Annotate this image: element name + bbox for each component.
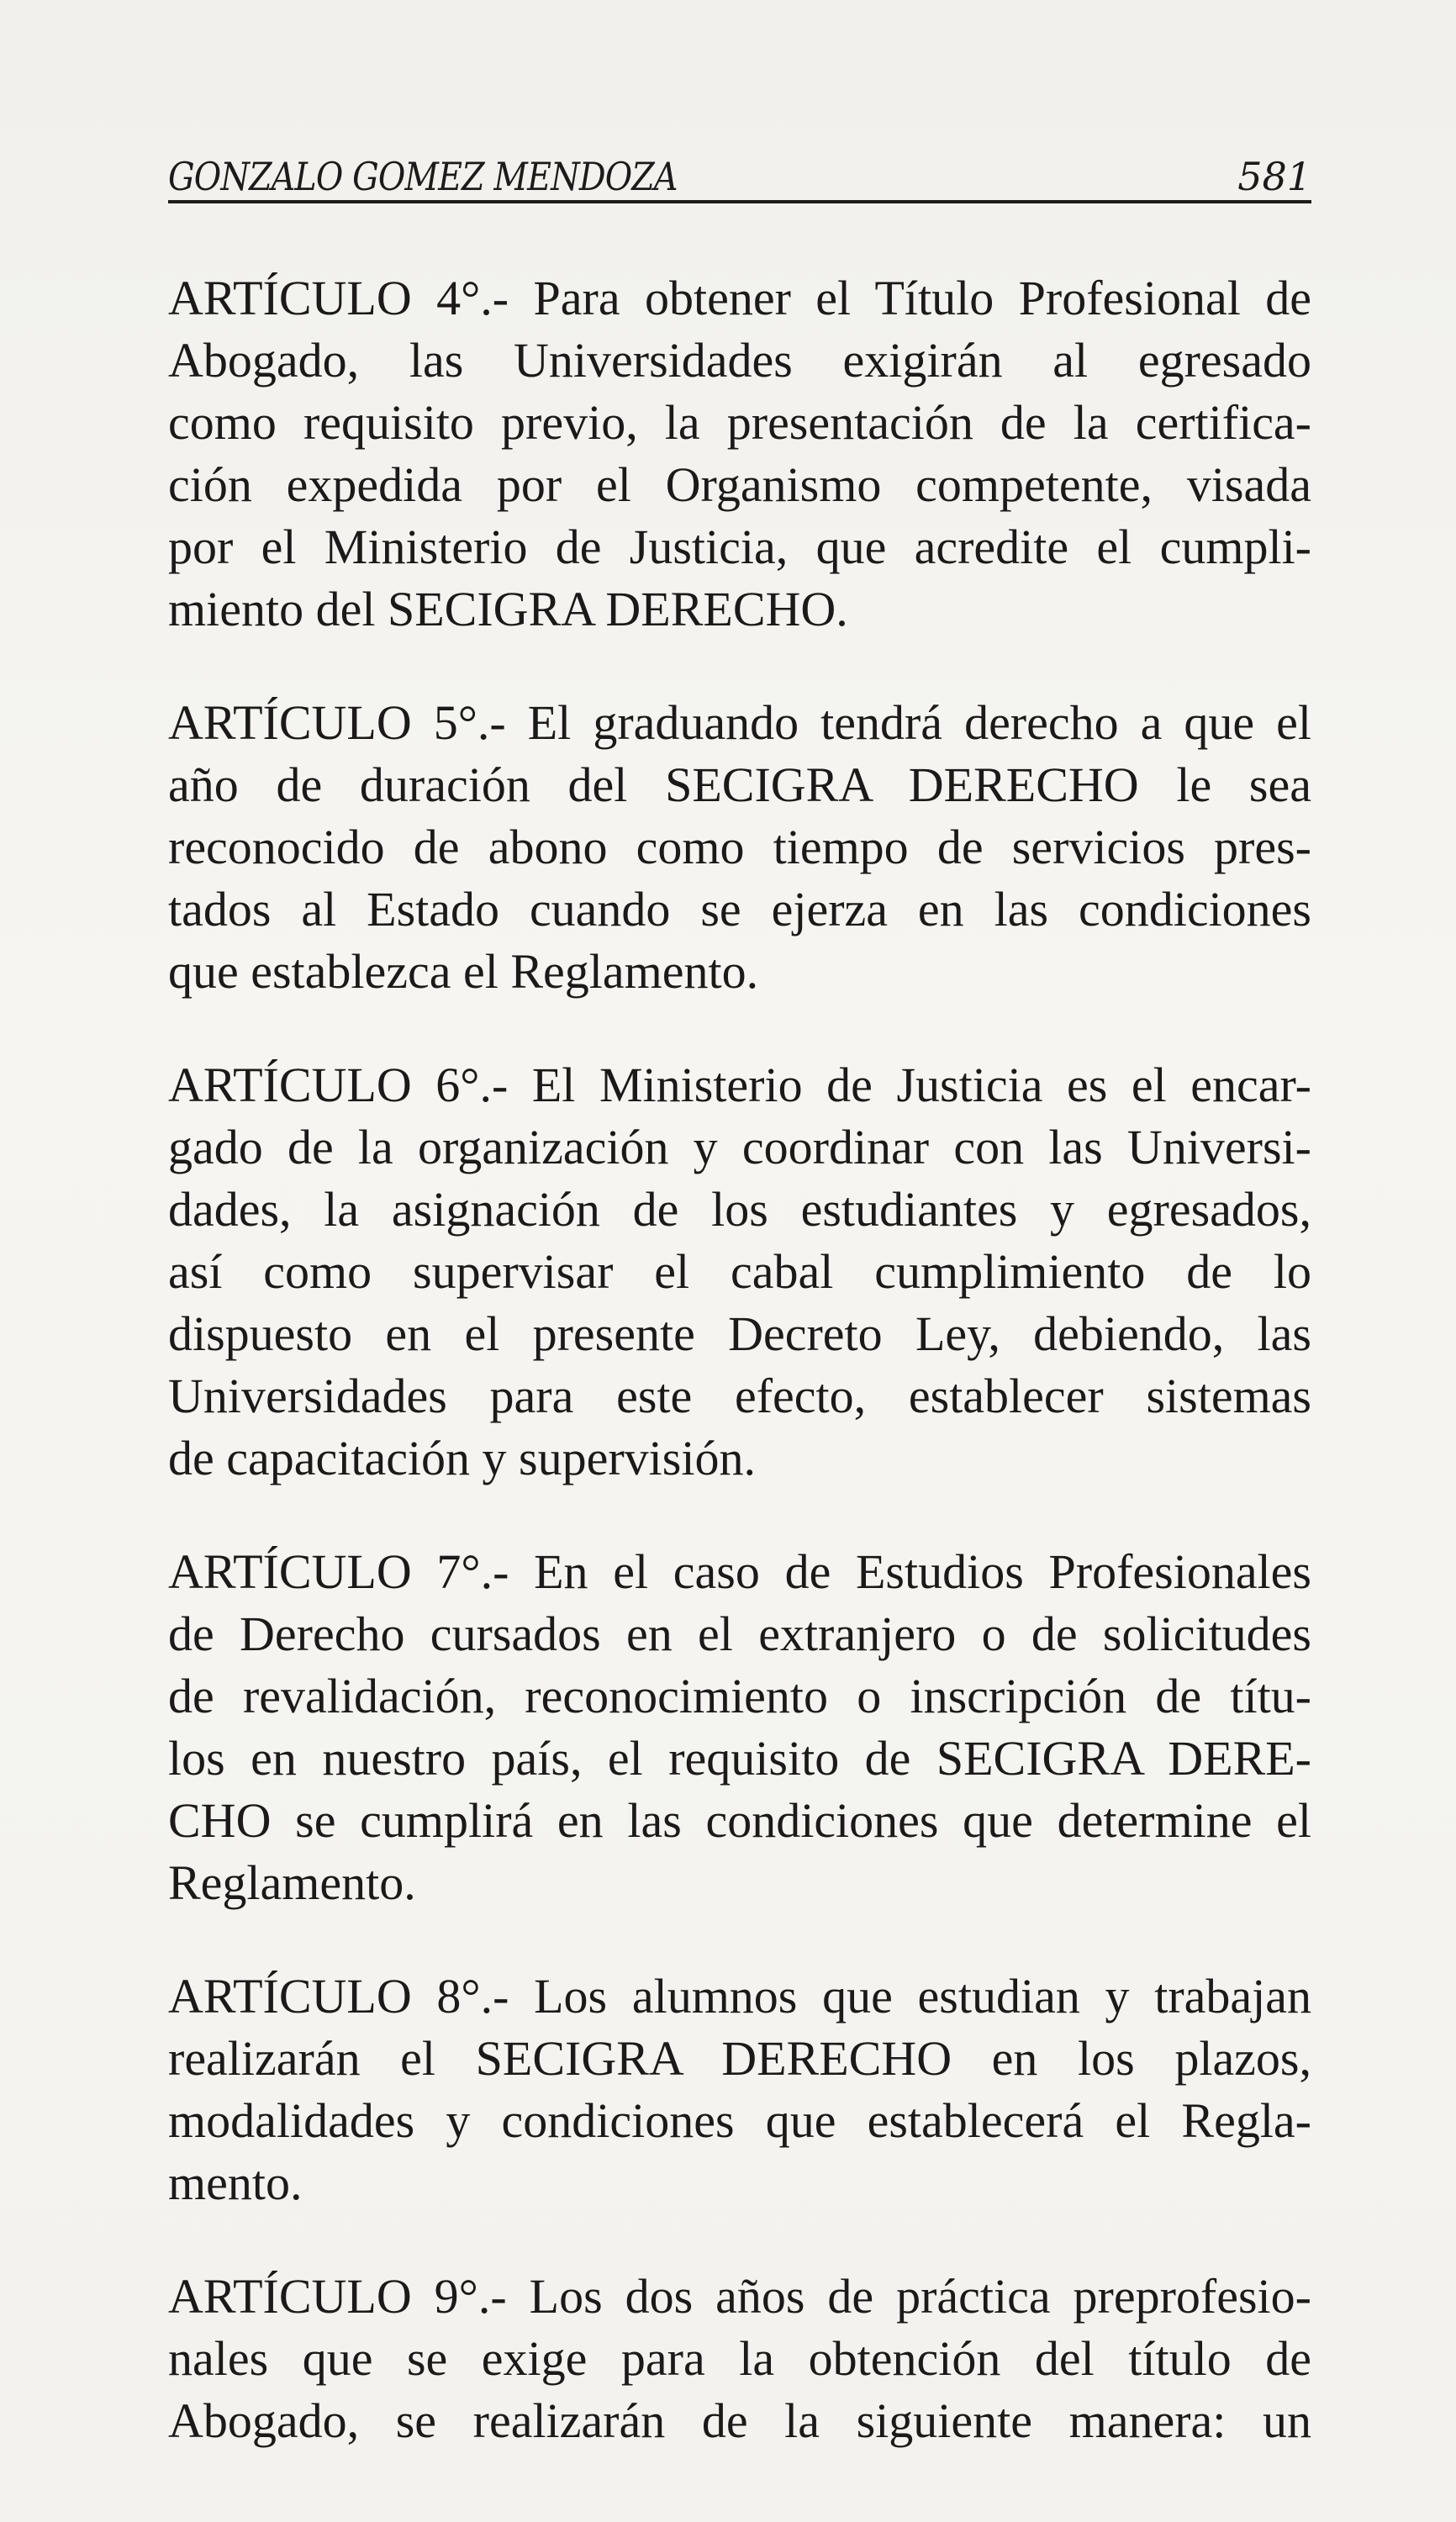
text-line: CHO se cumplirá en las condiciones que determine el: [168, 1793, 1311, 1848]
text-line: ARTÍCULO 6°.- El Ministerio de Justicia es el encar-: [168, 1058, 1311, 1112]
text-line: año de duración del SECIGRA DERECHO le sea: [168, 757, 1311, 812]
text-line: de revalidación, reconocimiento o inscripción de títu-: [168, 1669, 1311, 1723]
text-line: tados al Estado cuando se ejerza en las condiciones: [168, 882, 1311, 937]
running-header-author: GONZALO GOMEZ MENDOZA: [168, 154, 678, 199]
article-8: [168, 1965, 1311, 2214]
text-line: ARTÍCULO 8°.- Los alumnos que estudian y trabajan: [168, 1969, 1311, 2023]
text-line: Abogado, se realizarán de la siguiente manera: un: [168, 2393, 1311, 2448]
body-text: [168, 267, 1311, 2504]
text-line: mento.: [168, 2155, 303, 2210]
text-line: ARTÍCULO 5°.- El graduando tendrá derecho a que el: [168, 695, 1311, 750]
running-header: [168, 139, 1311, 206]
text-line: de Derecho cursados en el extranjero o de solicitudes: [168, 1607, 1311, 1661]
text-line: dades, la asignación de los estudiantes y egresados,: [168, 1182, 1311, 1237]
text-line: que establezca el Reglamento.: [168, 944, 759, 999]
text-line: miento del SECIGRA DERECHO.: [168, 582, 848, 636]
text-line: reconocido de abono como tiempo de servicios pres-: [168, 820, 1311, 874]
article-7: [168, 1541, 1311, 1914]
text-line: realizarán el SECIGRA DERECHO en los plazos,: [168, 2031, 1311, 2086]
text-line: ARTÍCULO 9°.- Los dos años de práctica preprofesio-: [168, 2269, 1311, 2324]
text-line: Universidades para este efecto, establecer sistemas: [168, 1369, 1311, 1423]
text-line: dispuesto en el presente Decreto Ley, debiendo, las: [168, 1306, 1311, 1361]
article-4: [168, 267, 1311, 641]
text-line: por el Ministerio de Justicia, que acredite el cumpli-: [168, 520, 1311, 574]
text-line: así como supervisar el cabal cumplimiento de lo: [168, 1244, 1311, 1299]
article-9: [168, 2266, 1311, 2452]
text-line: Abogado, las Universidades exigirán al egresado: [168, 333, 1311, 388]
article-6: [168, 1054, 1311, 1490]
text-line: ARTÍCULO 4°.- Para obtener el Título Profesional de: [168, 271, 1311, 325]
text-line: como requisito previo, la presentación de la certifica-: [168, 395, 1311, 450]
text-line: modalidades y condiciones que establecerá el Regla-: [168, 2093, 1311, 2148]
header-rule: [168, 200, 1311, 203]
article-5: [168, 692, 1311, 1003]
text-line: Reglamento.: [168, 1855, 416, 1910]
text-line: gado de la organización y coordinar con las Universi-: [168, 1120, 1311, 1174]
text-line: ción expedida por el Organismo competente, visada: [168, 457, 1311, 512]
text-line: ARTÍCULO 7°.- En el caso de Estudios Profesionales: [168, 1544, 1311, 1599]
page-number: 581: [1237, 154, 1311, 199]
text-line: de capacitación y supervisión.: [168, 1431, 756, 1485]
text-line: los en nuestro país, el requisito de SECIGRA DERE-: [168, 1731, 1311, 1786]
text-line: nales que se exige para la obtención del título de: [168, 2331, 1311, 2386]
